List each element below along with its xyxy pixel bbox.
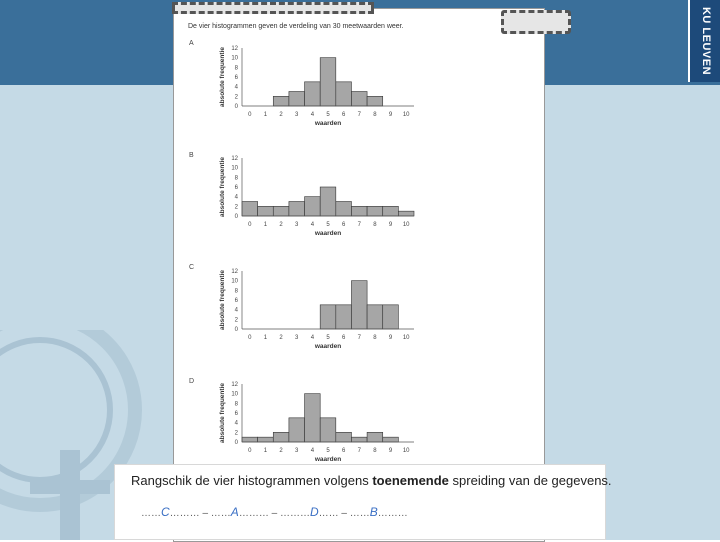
histogram-bar: [289, 202, 305, 217]
y-tick-label: 2: [234, 430, 238, 437]
histogram-chart: [205, 42, 420, 134]
answer-letter-2: A: [230, 505, 239, 519]
y-axis-title: absolute frequentie: [219, 383, 226, 443]
question-suffix: spreiding van de gegevens.: [448, 473, 612, 488]
x-tick-label: 5: [326, 222, 330, 228]
histogram-bar: [383, 305, 399, 329]
x-tick-label: 1: [263, 448, 268, 454]
x-tick-label: 2: [279, 222, 283, 228]
x-tick-label: 6: [341, 112, 346, 118]
x-tick-label: 1: [263, 222, 268, 228]
histogram-bar: [383, 206, 399, 216]
histogram-bar: [273, 96, 289, 106]
x-tick-label: 8: [373, 448, 377, 454]
x-tick-label: 4: [310, 448, 315, 454]
x-tick-label: 10: [402, 112, 410, 118]
x-tick-label: 2: [279, 335, 283, 341]
y-tick-label: 0: [234, 214, 238, 220]
histogram-bar: [336, 432, 352, 442]
y-tick-label: 8: [234, 288, 238, 295]
y-tick-label: 2: [234, 204, 238, 211]
x-tick-label: 0: [248, 448, 252, 454]
y-tick-label: 6: [234, 411, 238, 417]
histogram-bar: [258, 206, 274, 216]
intro-text: De vier histogrammen geven de verdeling van 30 meetwaarden weer.: [188, 23, 404, 30]
answer-letter-4: B: [369, 505, 378, 519]
histogram-label: A: [189, 40, 194, 47]
y-tick-label: 10: [231, 165, 238, 172]
x-tick-label: 10: [402, 335, 410, 341]
y-axis-title: absolute frequentie: [219, 47, 226, 107]
answer-line: ……C……… – ……A……… – ………D…… – ……B………: [141, 505, 408, 519]
answer-letter-3: D: [309, 505, 319, 519]
histogram-bar: [273, 432, 289, 442]
histogram-bar: [320, 187, 336, 216]
x-tick-label: 0: [248, 335, 252, 341]
x-tick-label: 7: [357, 448, 361, 454]
x-tick-label: 5: [326, 335, 330, 341]
histogram-bar: [336, 202, 352, 217]
x-tick-label: 3: [295, 222, 299, 228]
histogram-bar: [320, 305, 336, 329]
y-tick-label: 0: [234, 440, 238, 446]
histogram-bar: [367, 432, 383, 442]
x-tick-label: 8: [373, 222, 377, 228]
y-tick-label: 4: [234, 420, 238, 427]
histogram-bar: [258, 437, 274, 442]
y-tick-label: 8: [234, 401, 238, 408]
y-tick-label: 6: [234, 185, 238, 191]
histogram-bar: [367, 206, 383, 216]
histogram-chart: [205, 265, 420, 357]
x-tick-label: 5: [326, 112, 330, 118]
x-tick-label: 6: [341, 335, 346, 341]
histogram-label: C: [189, 264, 195, 271]
x-tick-label: 4: [310, 112, 315, 118]
y-tick-label: 12: [231, 382, 238, 388]
x-tick-label: 3: [295, 112, 299, 118]
x-tick-label: 1: [263, 335, 268, 341]
y-tick-label: 2: [234, 317, 238, 324]
y-tick-label: 10: [231, 278, 238, 285]
y-tick-label: 12: [231, 156, 238, 162]
x-tick-label: 6: [341, 222, 346, 228]
y-tick-label: 12: [231, 46, 238, 52]
y-tick-label: 2: [234, 94, 238, 101]
x-axis-title: waarden: [314, 343, 342, 350]
histogram-bar: [398, 211, 414, 216]
y-tick-label: 12: [231, 269, 238, 275]
y-tick-label: 10: [231, 55, 238, 62]
histogram-bar: [305, 82, 321, 106]
question-text: [131, 473, 612, 488]
x-tick-label: 3: [295, 448, 299, 454]
y-tick-label: 4: [234, 194, 238, 201]
x-tick-label: 7: [357, 222, 361, 228]
answer-letter-1: C: [161, 505, 170, 519]
x-tick-label: 10: [402, 222, 410, 228]
x-axis-title: waarden: [314, 120, 342, 127]
histogram-chart: [205, 152, 420, 244]
redaction-box-corner: [501, 10, 571, 34]
question-bold-word: toenemende: [372, 473, 449, 488]
y-axis-title: absolute frequentie: [219, 157, 226, 217]
y-tick-label: 4: [234, 307, 238, 314]
x-tick-label: 6: [341, 448, 346, 454]
y-tick-label: 10: [231, 391, 238, 398]
x-tick-label: 4: [310, 222, 315, 228]
histogram-bar: [367, 305, 383, 329]
histogram-bar: [336, 82, 352, 106]
histogram-bar: [383, 437, 399, 442]
x-tick-label: 7: [357, 335, 361, 341]
histogram-bar: [336, 305, 352, 329]
x-tick-label: 8: [373, 112, 377, 118]
x-tick-label: 9: [388, 112, 393, 118]
x-axis-title: waarden: [314, 230, 342, 237]
histogram-bar: [320, 58, 336, 106]
histogram-bar: [367, 96, 383, 106]
histogram-chart: [205, 378, 420, 470]
x-tick-label: 7: [357, 112, 361, 118]
histogram-bar: [289, 418, 305, 442]
x-tick-label: 2: [279, 112, 283, 118]
histogram-bar: [351, 92, 367, 107]
histogram-bar: [273, 206, 289, 216]
question-box: [114, 464, 612, 540]
histogram-bar: [305, 197, 321, 216]
y-tick-label: 0: [234, 327, 238, 333]
y-tick-label: 8: [234, 65, 238, 72]
x-tick-label: 9: [388, 335, 393, 341]
histogram-bar: [351, 206, 367, 216]
x-axis-title: waarden: [314, 456, 342, 463]
y-tick-label: 4: [234, 84, 238, 91]
x-tick-label: 4: [310, 335, 315, 341]
histogram-label: D: [189, 378, 195, 385]
x-tick-label: 0: [248, 112, 252, 118]
x-tick-label: 0: [248, 222, 252, 228]
x-tick-label: 5: [326, 448, 330, 454]
histogram-bar: [305, 394, 321, 442]
x-tick-label: 2: [279, 448, 283, 454]
question-prefix: Rangschik de vier histogrammen volgens: [131, 473, 373, 488]
histogram-bar: [351, 281, 367, 329]
x-tick-label: 1: [263, 112, 268, 118]
y-axis-title: absolute frequentie: [219, 270, 226, 330]
histogram-label: B: [189, 152, 194, 159]
ku-leuven-logo: KU LEUVEN: [688, 0, 720, 82]
histogram-bar: [289, 92, 305, 107]
x-tick-label: 3: [295, 335, 299, 341]
x-tick-label: 8: [373, 335, 377, 341]
y-tick-label: 0: [234, 104, 238, 110]
redaction-box-title: [172, 2, 374, 14]
histogram-bar: [351, 437, 367, 442]
histogram-bar: [242, 202, 258, 217]
x-tick-label: 10: [402, 448, 410, 454]
y-tick-label: 6: [234, 298, 238, 304]
y-tick-label: 8: [234, 175, 238, 182]
x-tick-label: 9: [388, 222, 393, 228]
y-tick-label: 6: [234, 75, 238, 81]
x-tick-label: 9: [388, 448, 393, 454]
histogram-bar: [320, 418, 336, 442]
histogram-bar: [242, 437, 258, 442]
